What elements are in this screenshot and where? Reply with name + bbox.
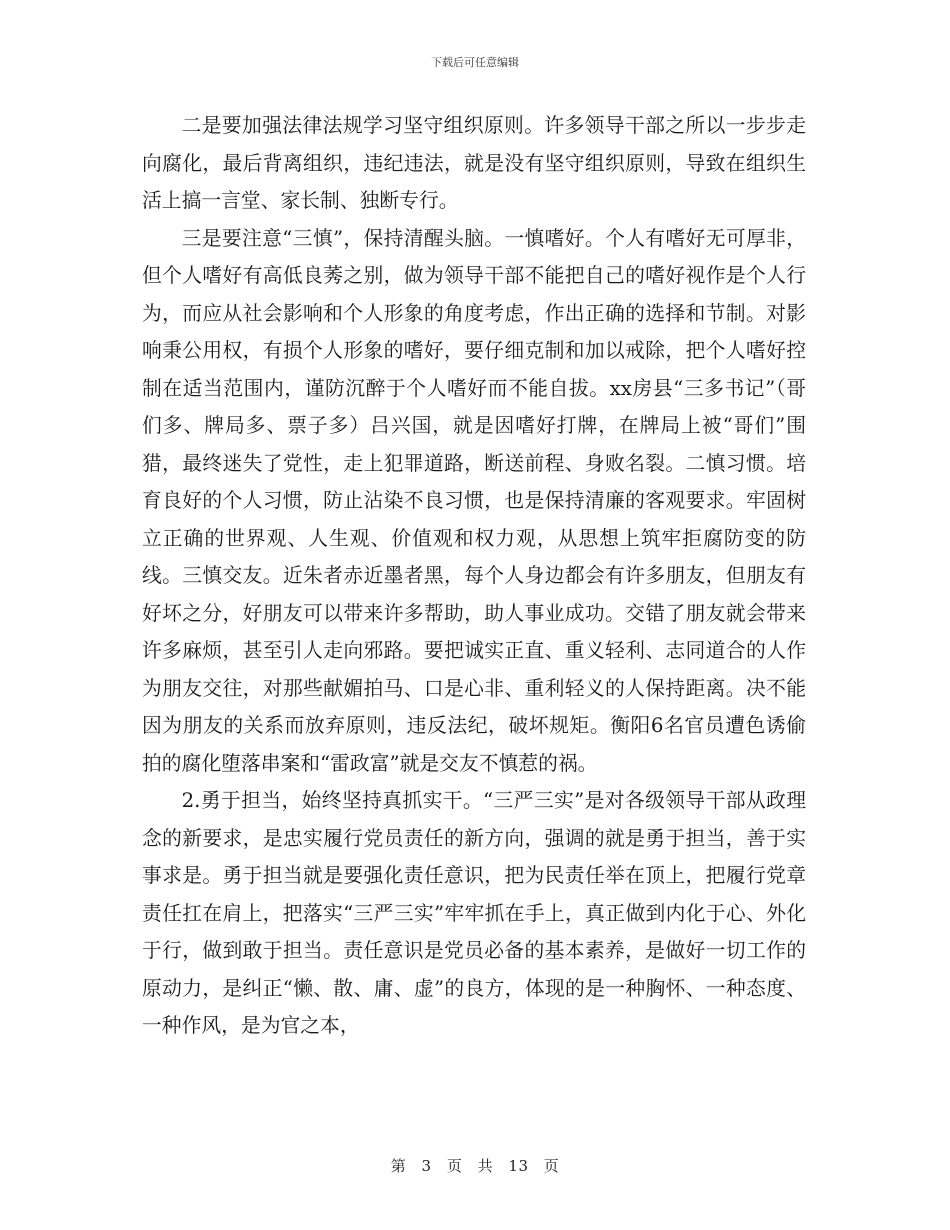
page-footer bbox=[0, 1155, 950, 1176]
paragraph: 三是要注意“三慎”，保持清醒头脑。一慎嗜好。个人有嗜好无可厚非，但个人嗜好有高低良莠之别，做为领导干部不能把自己的嗜好视作是个人行为，而应从社会影响和个人形象的角度考虑，作出正确的选择和节制。对影响秉公用权，有损个人形象的嗜好，要仔细克制和加以戒除，把个人嗜好控制在适当范围内，谨防沉醉于个人嗜好而不能自拔。xx房县“三多书记”（哥们多、牌局多、票子多）吕兴国，就是因嗜好打牌，在牌局上被“哥们”围猎，最终迷失了党性，走上犯罪道路，断送前程、身败名裂。二慎习惯。培育良好的个人习惯，防止沾染不良习惯，也是保持清廉的客观要求。牢固树立正确的世界观、人生观、价值观和权力观，从思想上筑牢拒腐防变的防线。三慎交友。近朱者赤近墨者黑，每个人身边都会有许多朋友，但朋友有好坏之分，好朋友可以带来许多帮助，助人事业成功。交错了朋友就会带来许多麻烦，甚至引人走向邪路。要把诚实正直、重义轻利、志同道合的人作为朋友交往，对那些献媚拍马、口是心非、重利轻义的人保持距离。决不能因为朋友的关系而放弃原则，违反法纪，破坏规矩。衡阳6名官员遭色诱偷拍的腐化堕落串案和“雷政富”就是交友不慎惹的祸。 bbox=[142, 226, 806, 775]
paragraph: 二是要加强法律法规学习坚守组织原则。许多领导干部之所以一步步走向腐化，最后背离组织，违纪违法，就是没有坚守组织原则，导致在组织生活上搞一言堂、家长制、独断专行。 bbox=[142, 114, 806, 212]
footer-page-prefix: 第 bbox=[390, 1157, 407, 1175]
document-body bbox=[142, 107, 806, 1045]
paragraph: 2.勇于担当，始终坚持真抓实干。“三严三实”是对各级领导干部从政理念的新要求，是忠实履行党员责任的新方向，强调的就是勇于担当，善于实事求是。勇于担当就是要强化责任意识，把为民责任举在顶上，把履行党章责任扛在肩上，把落实“三严三实”牢牢抓在手上，真正做到内化于心、外化于行，做到敢于担当。责任意识是党员必备的基本素养，是做好一切工作的原动力，是纠正“懒、散、庸、虚”的良方，体现的是一种胸怀、一种态度、一种作风，是为官之本， bbox=[142, 789, 806, 1037]
footer-total-prefix: 共 bbox=[477, 1157, 494, 1175]
footer-total-pages: 13 bbox=[508, 1157, 529, 1175]
footer-current-page: 3 bbox=[421, 1157, 432, 1175]
footer-page-word: 页 bbox=[446, 1157, 463, 1175]
page-header: 下载后可任意编辑 bbox=[431, 56, 519, 69]
footer-total-suffix: 页 bbox=[543, 1157, 560, 1175]
